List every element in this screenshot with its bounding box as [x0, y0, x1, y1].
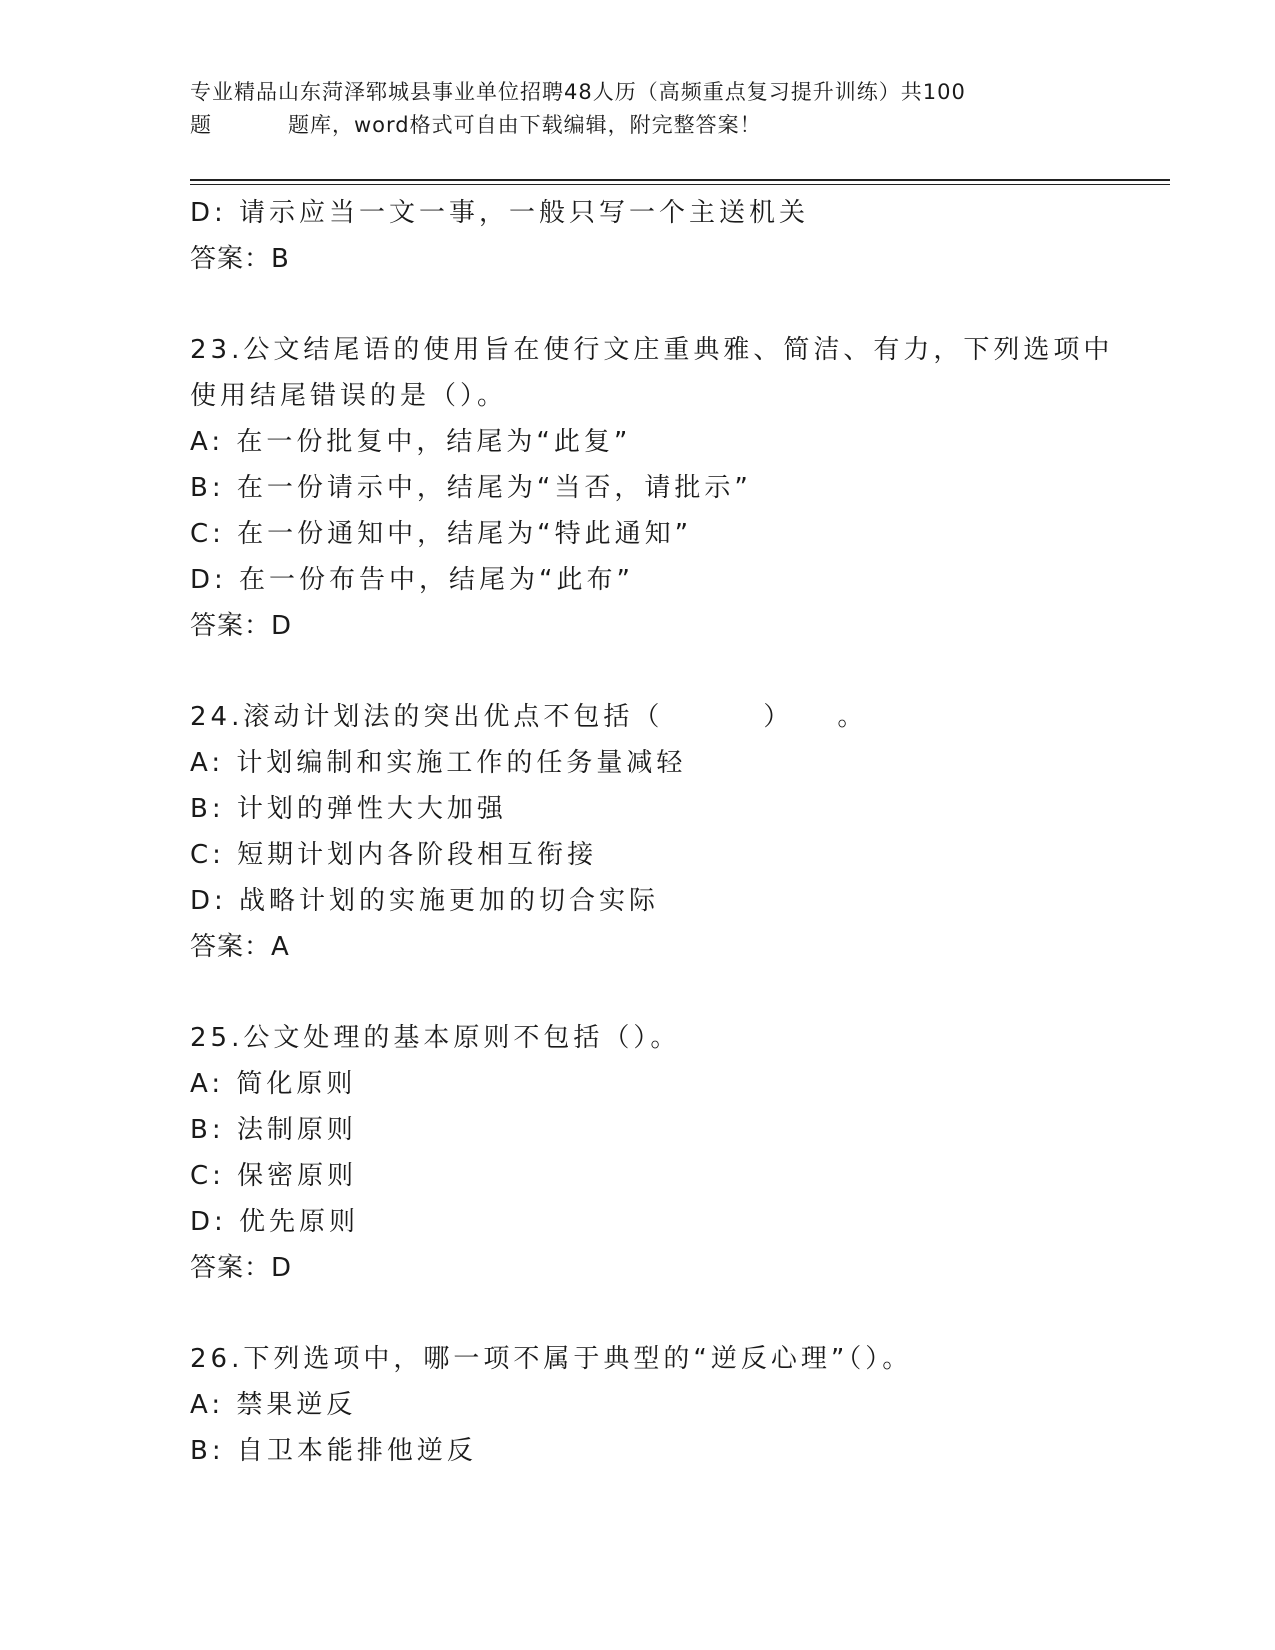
document-header — [190, 76, 1090, 142]
option-b: B: 法制原则 — [190, 1115, 357, 1145]
stem-period: 。 — [837, 702, 868, 732]
option-a: A: 在一份批复中，结尾为“此复” — [190, 427, 632, 457]
answer: 答案：A — [190, 932, 290, 962]
option-d: D: 优先原则 — [190, 1207, 360, 1237]
header-divider-thin — [190, 184, 1170, 185]
question-stem: 26.下列选项中，哪一项不属于典型的“逆反心理”（）。 — [190, 1344, 913, 1374]
question-stem: 25.公文处理的基本原则不包括（）。 — [190, 1023, 681, 1053]
question-stem — [190, 694, 1150, 740]
question-stem: 23.公文结尾语的使用旨在使行文庄重典雅、简洁、有力，下列选项中 — [190, 335, 1114, 365]
stem-close-paren: ） — [763, 702, 794, 732]
option-b: B: 计划的弹性大大加强 — [190, 794, 507, 824]
answer: 答案：D — [190, 1253, 293, 1283]
header-title-line-2 — [190, 109, 1090, 142]
option-b: B: 在一份请示中，结尾为“当否，请批示” — [190, 473, 752, 503]
option-c: C: 保密原则 — [190, 1161, 358, 1191]
header-title-line-1: 专业精品山东菏泽郓城县事业单位招聘48人历（高频重点复习提升训练）共100 — [190, 80, 966, 104]
option-a: A: 禁果逆反 — [190, 1390, 357, 1420]
option-d: D: 战略计划的实施更加的切合实际 — [190, 886, 660, 916]
option-b: B: 自卫本能排他逆反 — [190, 1436, 477, 1466]
question-24 — [190, 694, 1150, 970]
answer: 答案：B — [190, 244, 290, 274]
question-25 — [190, 1015, 1150, 1291]
option-d: D: 请示应当一文一事，一般只写一个主送机关 — [190, 198, 810, 228]
header-subtitle: 题库，word格式可自由下载编辑，附完整答案！ — [288, 113, 762, 137]
question-26 — [190, 1336, 1150, 1474]
answer: 答案：D — [190, 611, 293, 641]
document-body — [190, 190, 1150, 1474]
header-divider-thick — [190, 179, 1170, 181]
option-a: A: 简化原则 — [190, 1069, 357, 1099]
option-c: C: 在一份通知中，结尾为“特此通知” — [190, 519, 693, 549]
stem-text: 24.滚动计划法的突出优点不包括（ — [190, 702, 664, 732]
question-stem-cont: 使用结尾错误的是（）。 — [190, 381, 508, 411]
option-c: C: 短期计划内各阶段相互衔接 — [190, 840, 598, 870]
question-23 — [190, 327, 1150, 649]
option-a: A: 计划编制和实施工作的任务量减轻 — [190, 748, 687, 778]
option-d: D: 在一份布告中，结尾为“此布” — [190, 565, 634, 595]
header-title-fragment: 题 — [190, 113, 212, 137]
